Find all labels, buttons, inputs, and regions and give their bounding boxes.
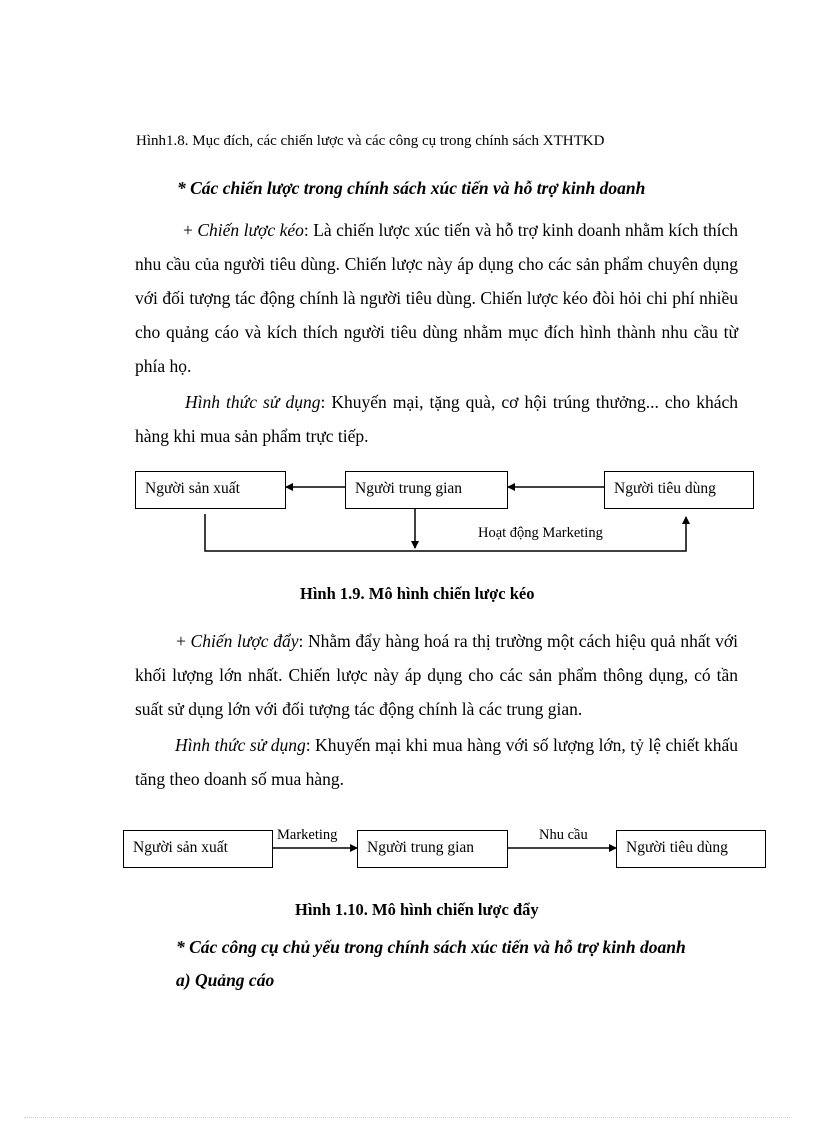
push-strategy-paragraph [135,624,738,726]
strategies-heading: * Các chiến lược trong chính sách xúc tiến và hỗ trợ kinh doanh [177,178,646,198]
push-intermediary-box: Người trung gian [357,830,508,868]
pull-strategy-term: Chiến lược kéo [197,220,304,240]
push-prefix: + [176,631,191,651]
figure-1-8-caption: Hình1.8. Mục đích, các chiến lược và các công cụ trong chính sách XTHTKD [136,133,605,149]
page-bottom-divider [24,1117,792,1118]
pull-consumer-box: Người tiêu dùng [604,471,754,509]
pull-producer-box: Người sản xuất [135,471,286,509]
pull-form-term: Hình thức sử dụng [185,392,321,412]
advertising-heading: a) Quảng cáo [176,970,275,990]
pull-form-text: : Khuyến mại, tặng quà, cơ hội trúng thưởng... cho khách hàng khi mua sản phẩm trực tiếp. [135,392,739,446]
marketing-activity-label: Hoạt động Marketing [478,525,603,541]
pull-prefix: + [183,220,198,240]
demand-label: Nhu cầu [539,827,588,843]
marketing-loop-line [205,514,686,551]
push-form-text: : Khuyến mại khi mua hàng với số lượng lớn, tỷ lệ chiết khấu tăng theo doanh số mua hàng. [135,735,738,789]
push-consumer-box: Người tiêu dùng [616,830,766,868]
pull-intermediary-box: Người trung gian [345,471,508,509]
pull-strategy-text: : Là chiến lược xúc tiến và hỗ trợ kinh doanh nhằm kích thích nhu cầu của người tiêu dùng. Chiến lược này áp dụng cho các sản phẩm chuyên dụng với đối tượng tác động chính là người tiêu dùng. Chiến lược kéo đòi hỏi chi phí nhiều cho quảng cáo và kích thích người tiêu dùng nhằm mục đích hình thành nhu cầu từ phía họ. [135,220,738,376]
push-strategy-text: : Nhằm đẩy hàng hoá ra thị trường một cách hiệu quả nhất với khối lượng lớn nhất. Chiến lược này áp dụng cho các sản phẩm thông dụng, có tần suất sử dụng lớn với đối tượng tác động chính là các trung gian. [135,631,738,719]
tools-heading: * Các công cụ chủ yếu trong chính sách xúc tiến và hỗ trợ kinh doanh [176,937,686,957]
push-producer-box: Người sản xuất [123,830,273,868]
push-strategy-term: Chiến lược đẩy [190,631,299,651]
push-form-term: Hình thức sử dụng [175,735,306,755]
figure-1-10-caption: Hình 1.10. Mô hình chiến lược đẩy [295,900,539,919]
figure-1-9-caption: Hình 1.9. Mô hình chiến lược kéo [300,584,535,603]
marketing-label: Marketing [277,827,338,843]
